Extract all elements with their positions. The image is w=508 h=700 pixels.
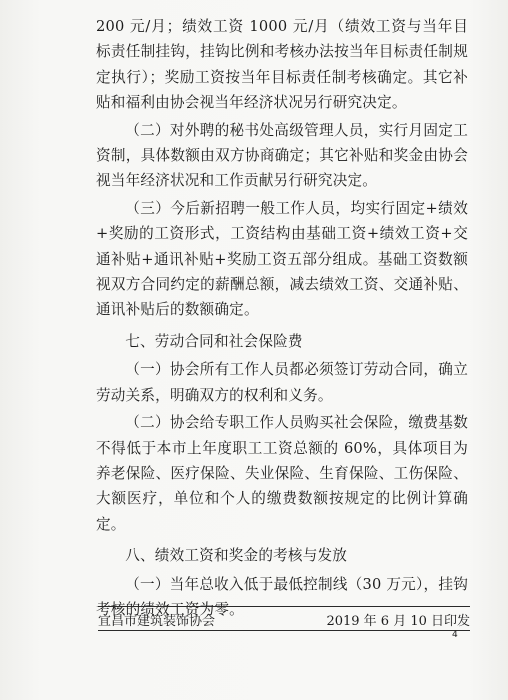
footer-divider [98, 630, 470, 631]
footer-date: 2019 年 6 月 10 日印发 [326, 614, 470, 629]
paragraph-labor-contract: （一）协会所有工作人员都必须签订劳动合同，确立劳动关系，明确双方的权利和义务。 [96, 361, 468, 404]
paragraph-social-insurance: （二）协会给专职工作人员购买社会保险，缴费基数不得低于本市上年度职工工资总额的 60%，具体项目为养老保险、医疗保险、失业保险、生育保险、工伤保险、大额医疗，单位和个人的缴费数额按规定的比例计算确定。 [96, 414, 468, 533]
section-heading-labor-contract: 七、劳动合同和社会保险费 [125, 332, 303, 350]
document-body [96, 14, 468, 622]
paragraph-external-managers: （二）对外聘的秘书处高级管理人员，实行月固定工资制，具体数额由双方协商确定；其它补贴和奖金由协会视当年经济状况和工作贡献另行研究决定。 [96, 121, 468, 190]
footer-issuer: 宜昌市建筑装饰协会 [98, 614, 216, 629]
footer [98, 606, 470, 629]
page-number: 4 [452, 630, 458, 640]
paragraph-minimum-income: （一）当年总收入低于最低控制线（30 万元），挂钩考核的绩效工资为零。 [96, 575, 468, 618]
section-heading-performance-pay: 八、绩效工资和奖金的考核与发放 [125, 547, 348, 565]
paragraph-new-staff-salary: （三）今后新招聘一般工作人员，均实行固定+绩效+奖励的工资形式，工资结构由基础工资+绩效工资+交通补贴+通讯补贴+奖励工资五部分组成。基础工资数额视双方合同约定的薪酬总额，减去绩效工资、交通补贴、通讯补贴后的数额确定。 [96, 199, 468, 319]
paragraph-salary-continuation: 200 元/月；绩效工资 1000 元/月（绩效工资与当年目标责任制挂钩，挂钩比例和考核办法按当年目标责任制规定执行）；奖励工资按当年目标责任制考核确定。其它补贴和福利由协会视当年经济状况另行研究决定。 [96, 18, 468, 112]
